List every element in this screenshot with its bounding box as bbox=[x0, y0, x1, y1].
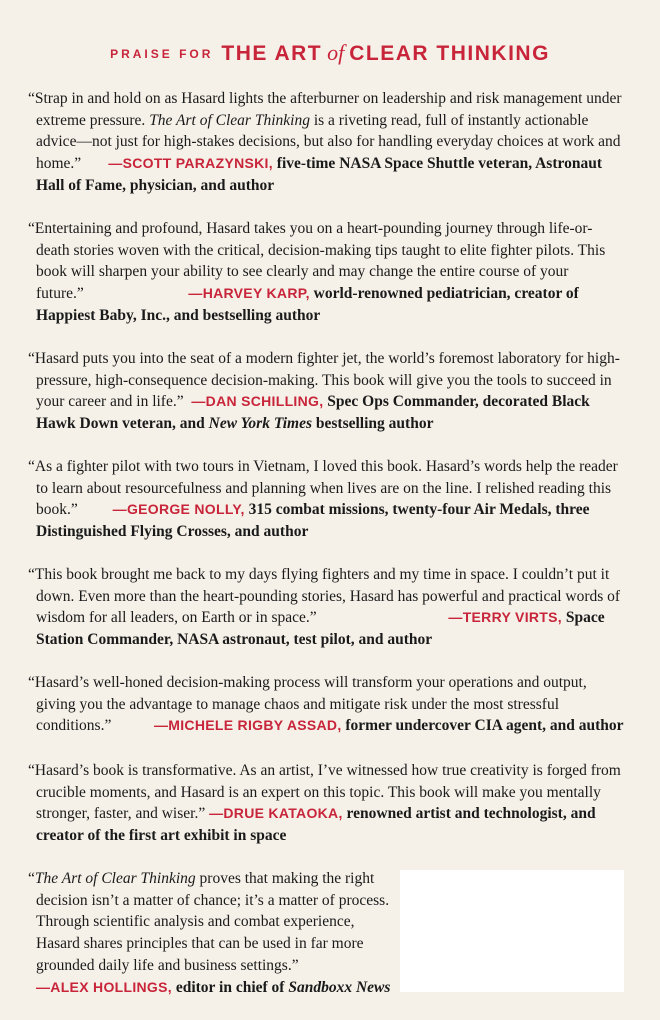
quote-5 bbox=[24, 564, 624, 651]
quote-author-name: —SCOTT PARAZYNSKI, bbox=[108, 155, 273, 172]
praise-label: PRAISE FOR bbox=[110, 47, 214, 61]
quote-6 bbox=[24, 672, 624, 737]
quote-8: “The Art of Clear Thinking proves that making the right decision isn’t a matter of chance; it’s a matter of process. Through scientific analysis and combat experience, Hasard shares principles that can be used in far more grounded daily life and business settings.” —ALEX HOLLINGS, editor in chief of Sandboxx News bbox=[28, 870, 391, 996]
quote-author-credit: Space Station Commander, NASA astronaut, test pilot, and author bbox=[36, 609, 605, 649]
quote-text: “Strap in and hold on as Hasard lights the afterburner on leadership and risk management under extreme pressure. bbox=[28, 90, 622, 129]
quote-4 bbox=[24, 456, 624, 543]
quote-text: “As a fighter pilot with two tours in Vietnam, I loved this book. Hasard’s words help the reader to learn about resourcefulness and planning when lives are on the line. I relished reading this book.” bbox=[28, 458, 618, 519]
quote-text: is a riveting read, full of instantly actionable advice—not just for high-stakes decisions, but also for handling everyday choices at work and home.” bbox=[36, 111, 621, 173]
quote-author-credit-italic: New York Times bbox=[208, 415, 313, 433]
quote-author-credit: bestselling author bbox=[312, 415, 434, 433]
quote-1 bbox=[24, 88, 624, 197]
quote-text: proves that making the right decision isn’t a matter of chance; it’s a matter of process. Through scientific analysis and combat experience, Hasard shares principles that can be used in far more grounded daily life and business settings.” bbox=[36, 870, 390, 974]
praise-heading bbox=[0, 40, 660, 66]
quote-text: “Hasard puts you into the seat of a modern fighter jet, the world’s foremost laboratory for high-pressure, high-consequence decision-making. This book will give you the tools to succeed in your career and in life.” bbox=[28, 350, 620, 411]
quote-7 bbox=[24, 760, 624, 847]
quote-text: “Hasard’s book is transformative. As an artist, I’ve witnessed how true creativity is forged from crucible moments, and Hasard is an expert on this topic. This book will make you mentally stronger, faster, and wiser.” bbox=[28, 762, 621, 823]
title-part-b: CLEAR THINKING bbox=[349, 42, 550, 65]
quote-3 bbox=[24, 348, 624, 435]
quote-author-credit: renowned artist and technologist, and creator of the first art exhibit in space bbox=[36, 805, 596, 845]
quote-author-credit: five-time NASA Space Shuttle veteran, Astronaut Hall of Fame, physician, and author bbox=[36, 155, 602, 194]
quote-author-name: —ALEX HOLLINGS, bbox=[36, 978, 172, 995]
quote-author-credit: world-renowned pediatrician, creator of Happiest Baby, Inc., and bestselling author bbox=[36, 285, 579, 324]
quote-text: “Hasard’s well-honed decision-making process will transform your operations and output, giving you the advantage to manage chaos and mitigate risk under the most stressful conditions.” bbox=[28, 674, 587, 735]
quote-book-title: The Art of Clear Thinking bbox=[149, 111, 310, 129]
title-of: of bbox=[327, 40, 345, 65]
quote-author-credit: 315 combat missions, twenty-four Air Medals, three Distinguished Flying Crosses, and author bbox=[36, 501, 590, 541]
title-part-a: THE ART bbox=[221, 42, 323, 65]
quote-author-credit: Spec Ops Commander, decorated Black Hawk Down veteran, and bbox=[36, 393, 590, 433]
quote-2 bbox=[24, 218, 624, 327]
quote-author-credit: former undercover CIA agent, and author bbox=[341, 717, 624, 735]
barcode-area bbox=[400, 870, 624, 992]
quote-author-name: —HARVEY KARP, bbox=[188, 285, 310, 302]
quote-text: “This book brought me back to my days flying fighters and my time in space. I couldn’t put it down. Even more than the heart-pounding stories, Hasard has powerful and practical words of wisdom for all leaders, on Earth or in space.” bbox=[28, 566, 621, 627]
quote-author-name: —TERRY VIRTS, bbox=[448, 609, 562, 626]
quote-author-name: —DAN SCHILLING, bbox=[191, 393, 324, 410]
quote-author-credit-italic: Sandboxx News bbox=[288, 978, 391, 996]
quote-author-name: —DRUE KATAOKA, bbox=[209, 805, 343, 822]
quote-book-title: The Art of Clear Thinking bbox=[34, 870, 196, 887]
quote-text: “Entertaining and profound, Hasard takes you on a heart-pounding journey through life-or-death stories woven with the critical, decision-making tips taught to elite fighter pilots. This book will sharpen your ability to see clearly and may change the entire course of your future.” bbox=[28, 220, 606, 303]
quote-author-name: —MICHELE RIGBY ASSAD, bbox=[153, 717, 342, 734]
quote-author-name: —GEORGE NOLLY, bbox=[112, 501, 245, 518]
quote-author-credit: editor in chief of bbox=[171, 978, 289, 996]
